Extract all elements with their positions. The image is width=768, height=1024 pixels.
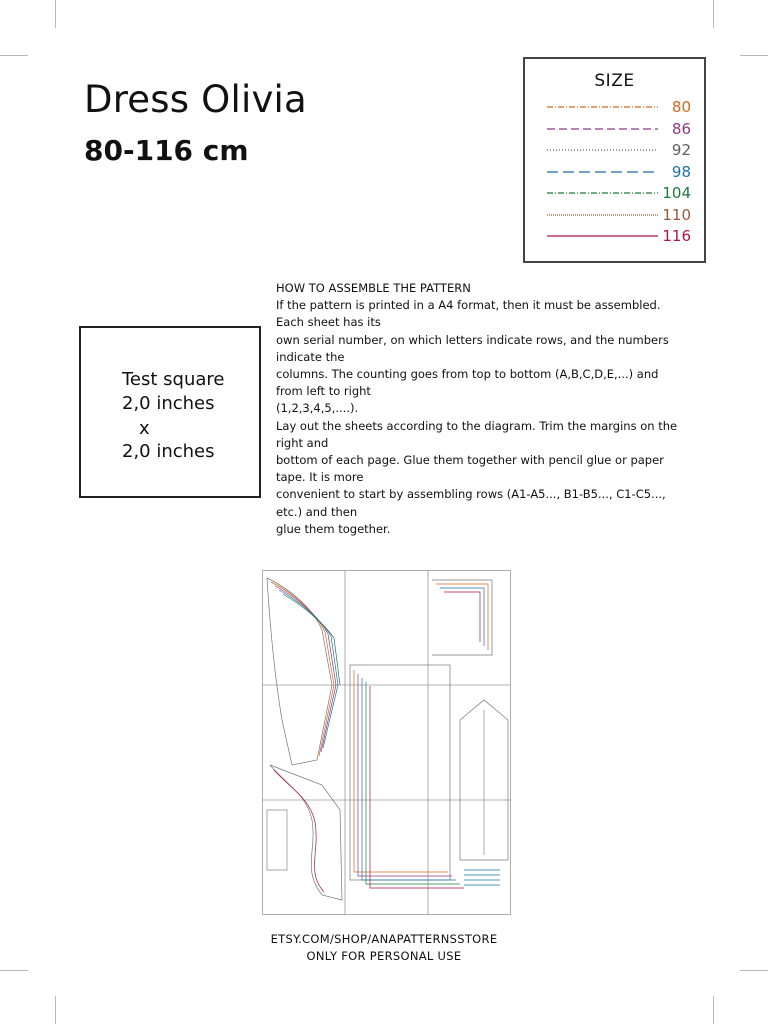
instruction-line: columns. The counting goes from top to bottom (A,B,C,D,E,...) and (276, 367, 659, 382)
crop-mark (713, 996, 714, 1024)
test-square-width: 2,0 inches (122, 393, 215, 414)
pattern-piece-outline (275, 586, 336, 752)
document-title: Dress Olivia (84, 78, 307, 121)
size-line-sample (545, 120, 660, 138)
size-range: 80-116 cm (84, 134, 249, 167)
size-legend-row (545, 120, 695, 138)
assembly-instructions (276, 280, 716, 538)
test-square-height: 2,0 inches (122, 441, 215, 462)
size-label: 80 (671, 98, 691, 116)
size-line-sample (545, 163, 660, 181)
instruction-line: own serial number, on which letters indicate rows, and the numbers (276, 332, 669, 347)
size-line-sample (545, 98, 660, 116)
pattern-piece-outline (464, 870, 500, 885)
size-legend-row (545, 206, 695, 224)
size-line-sample (545, 184, 660, 202)
size-line-sample (545, 141, 660, 159)
size-label: 98 (671, 162, 691, 181)
instruction-line: glue them together. (276, 521, 391, 536)
test-square-label: Test square (122, 369, 225, 390)
size-legend-row (545, 141, 695, 159)
instruction-line: tape. It is more (276, 470, 364, 485)
pattern-piece-outline (366, 682, 460, 884)
size-legend-row (545, 163, 695, 181)
instruction-line: indicate the (276, 349, 345, 364)
instruction-line: convenient to start by assembling rows (A1-A5..., B1-B5..., C1-C5..., (276, 487, 666, 502)
pattern-piece-outline (271, 582, 334, 756)
instructions-heading: HOW TO ASSEMBLE THE PATTERN (276, 281, 471, 295)
pattern-piece-outline (362, 678, 456, 880)
crop-mark (0, 55, 28, 56)
test-square-times: x (139, 418, 150, 439)
instruction-line: right and (276, 435, 329, 450)
pattern-piece-outline (350, 665, 450, 880)
pattern-piece-outline (440, 588, 484, 646)
test-square (79, 326, 261, 498)
sheet-layout-diagram (262, 570, 511, 915)
pattern-piece-outline (267, 810, 287, 870)
instruction-line: Each sheet has its (276, 315, 381, 330)
instruction-line: etc.) and then (276, 504, 358, 519)
crop-mark (55, 0, 56, 28)
pattern-piece-outline (270, 765, 342, 900)
shop-url: ETSY.COM/SHOP/ANAPATTERNSSTORE (270, 932, 498, 946)
pattern-piece-outline (358, 674, 452, 876)
usage-notice: ONLY FOR PERSONAL USE (306, 949, 462, 963)
pattern-piece-outline (444, 592, 480, 642)
size-legend-row (545, 184, 695, 202)
size-legend-heading: SIZE (594, 71, 635, 91)
pattern-piece-outline (274, 770, 324, 892)
instruction-line: bottom of each page. Glue them together with pencil glue or paper (276, 453, 664, 468)
size-legend-row (545, 98, 695, 116)
pattern-piece-outline (432, 580, 492, 655)
size-line-sample (545, 206, 660, 224)
instructions-body (276, 297, 716, 538)
size-line-sample (545, 227, 660, 245)
instruction-line: If the pattern is printed in a A4 format, then it must be assembled. (276, 298, 661, 313)
instruction-line: Lay out the sheets according to the diagram. Trim the margins on the (276, 418, 678, 433)
size-label: 92 (671, 141, 691, 159)
crop-mark (713, 0, 714, 28)
instruction-line: (1,2,3,4,5,....). (276, 401, 359, 416)
crop-mark (740, 970, 768, 971)
instruction-line: from left to right (276, 384, 371, 399)
size-label: 116 (662, 227, 691, 245)
pattern-piece-outline (267, 578, 332, 765)
size-label: 104 (662, 184, 691, 202)
size-label: 110 (662, 205, 691, 224)
crop-mark (740, 55, 768, 56)
crop-mark (0, 970, 28, 971)
pattern-piece-outline (354, 670, 448, 872)
size-legend-row (545, 227, 695, 245)
diagram-outline (263, 571, 511, 915)
size-legend (523, 57, 706, 263)
size-label: 86 (671, 119, 691, 138)
crop-mark (55, 996, 56, 1024)
